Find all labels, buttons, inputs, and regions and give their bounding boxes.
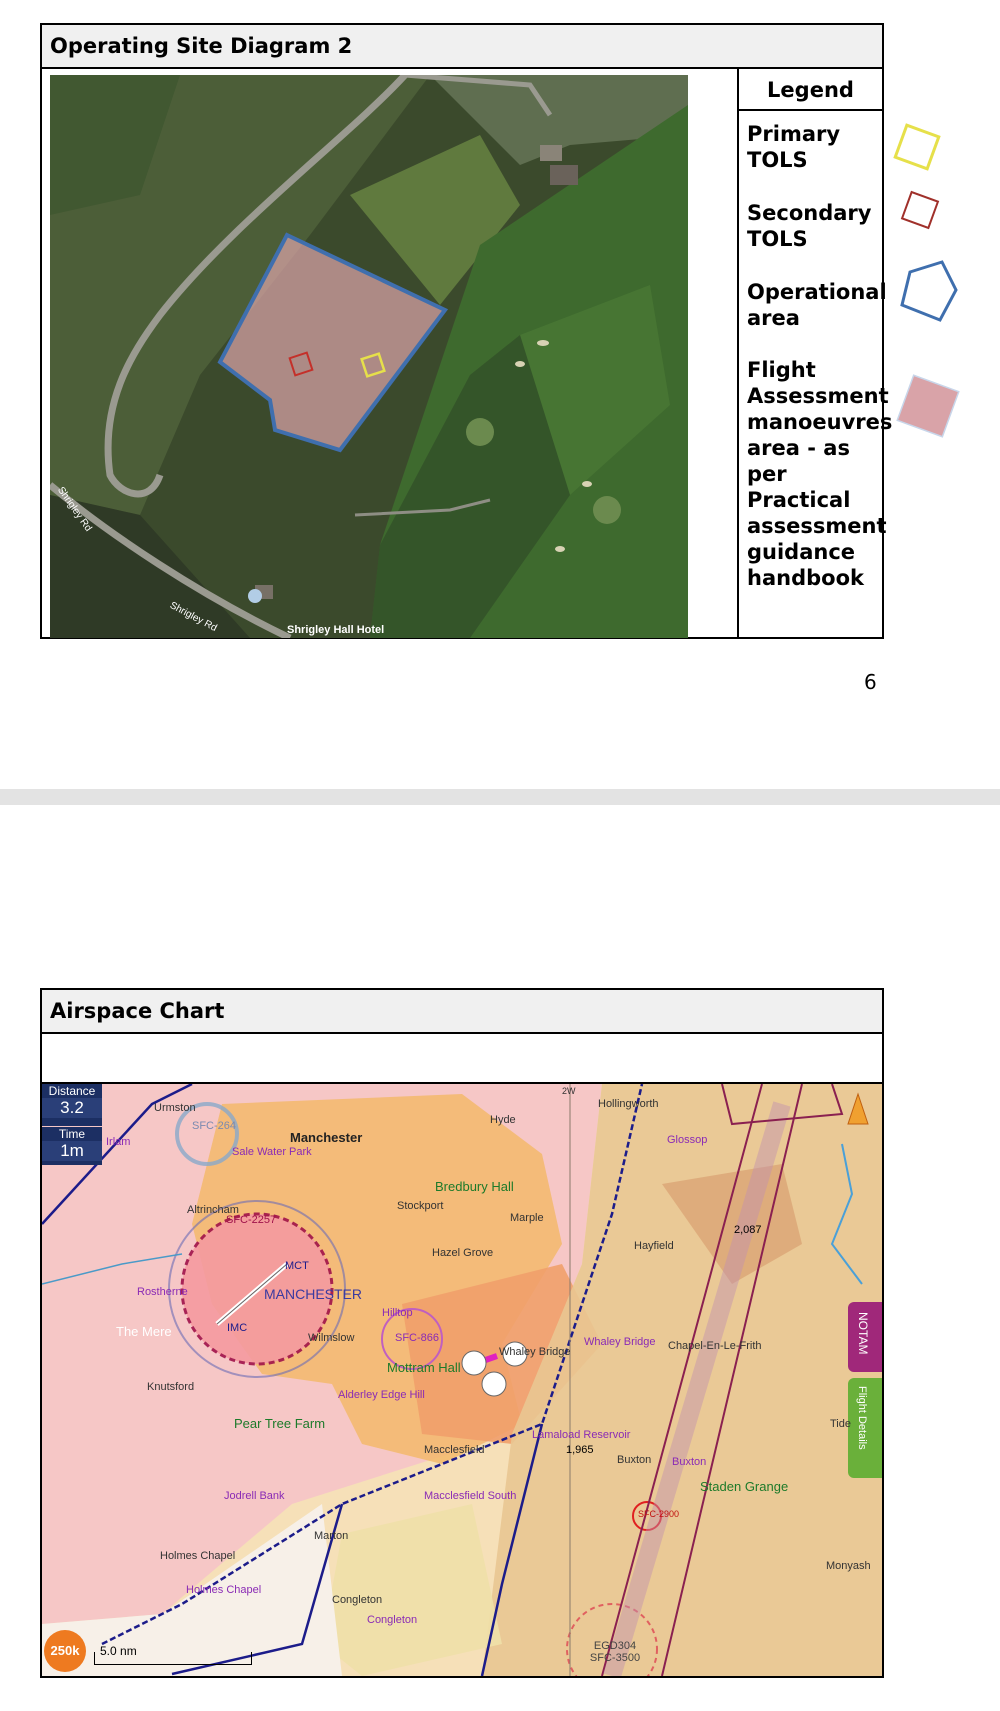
place-label: Marton [314,1530,349,1542]
notam-tab[interactable] [848,1302,882,1372]
place-label: Chapel-En-Le-Frith [668,1340,762,1352]
place-label: Whaley Bridge [584,1336,656,1348]
annotation-label: 2W [562,1086,576,1096]
place-label: Congleton [332,1594,383,1606]
annotation-label: SFC-264 [192,1120,237,1132]
road-label-2: Shrigley Rd [167,600,219,634]
poi-label: Shrigley Hall Hotel [287,624,385,636]
place-label: Wilmslow [308,1332,355,1344]
airspace-title: Airspace Chart [42,990,882,1034]
place-label: Bredbury Hall [435,1179,514,1194]
page-number: 6 [864,670,877,694]
legend-heading: Legend [739,69,882,111]
airspace-panel [40,988,884,1678]
place-label: Altrincham [187,1204,239,1216]
place-label: Sale Water Park [232,1146,312,1158]
place-label: Irlam [106,1136,131,1148]
operating-site-panel [40,23,893,639]
distance-badge [42,1084,102,1126]
place-label: Monyash [826,1560,871,1572]
annotation-label: 1,965 [566,1444,594,1456]
place-label: Hilltop [382,1307,413,1319]
place-label: Alderley Edge Hill [338,1389,425,1401]
page-separator [0,789,1000,805]
legend-panel [737,69,893,637]
place-label: Whaley Bridge [499,1346,571,1358]
annotation-label: SFC-2257 [226,1214,277,1226]
place-label: Buxton [672,1456,707,1468]
place-label: Staden Grange [700,1479,789,1494]
time-value: 1m [42,1141,102,1161]
place-label: Hazel Grove [432,1247,494,1259]
legend-swatches [890,120,1000,450]
place-label: Knutsford [147,1381,195,1393]
distance-label: Distance [48,1084,96,1098]
place-label: Jodrell Bank [224,1490,285,1502]
road-label-1: Shrigley Rd [54,485,94,534]
notam-tab-label: NOTAM [856,1312,870,1355]
time-label: Time [58,1127,86,1141]
place-label: Pear Tree Farm [234,1416,326,1431]
place-label: Mottram Hall [387,1360,461,1375]
place-label: Macclesfield [424,1444,485,1456]
flight-details-tab[interactable] [848,1378,882,1478]
place-label: Buxton [617,1454,652,1466]
annotation-label: SFC-866 [395,1332,440,1344]
legend-primary-tols: Primary TOLS [747,122,841,172]
place-label: MANCHESTER [264,1286,363,1302]
place-label: Hyde [490,1114,516,1126]
place-label: Hayfield [634,1240,674,1252]
place-label: The Mere [116,1324,172,1339]
place-label: Holmes Chapel [186,1584,262,1596]
annotation-label: 2,087 [734,1224,762,1236]
legend-flight-assessment-area: Flight Assessment manoeuvres area - as per Practical assessment guidance handbook [747,358,893,590]
place-label: Macclesfield South [424,1490,517,1502]
annotation-label: EGD304 SFC-3500 [589,1640,641,1664]
place-label: Rostherne [137,1286,188,1298]
place-label: Holmes Chapel [160,1550,236,1562]
zoom-badge[interactable]: 250k [44,1630,86,1672]
flight-details-tab-label: Flight Details [856,1386,868,1450]
airspace-map[interactable] [42,1084,882,1676]
place-label: Marple [510,1212,544,1224]
aerial-site-image [50,75,688,638]
scale-label: 5.0 nm [100,1644,137,1658]
place-label: Lamaload Reservoir [532,1429,631,1441]
place-label: Urmston [154,1102,196,1114]
place-label: Manchester [290,1130,363,1145]
place-label: Tide [830,1418,851,1430]
distance-value: 3.2 [42,1098,102,1118]
place-label: MCT [285,1260,309,1272]
place-label: IMC [227,1322,248,1334]
airspace-blank-row [42,1034,882,1084]
annotation-label: SFC-2900 [638,1509,680,1519]
place-label: Glossop [667,1134,708,1146]
site-diagram-title: Operating Site Diagram 2 [42,25,882,69]
place-label: Congleton [367,1614,418,1626]
place-label: Hollingworth [598,1098,659,1110]
legend-operational-area: Operational area [747,280,887,330]
time-badge [42,1127,102,1165]
legend-secondary-tols: Secondary TOLS [747,201,872,251]
place-label: Stockport [397,1200,444,1212]
